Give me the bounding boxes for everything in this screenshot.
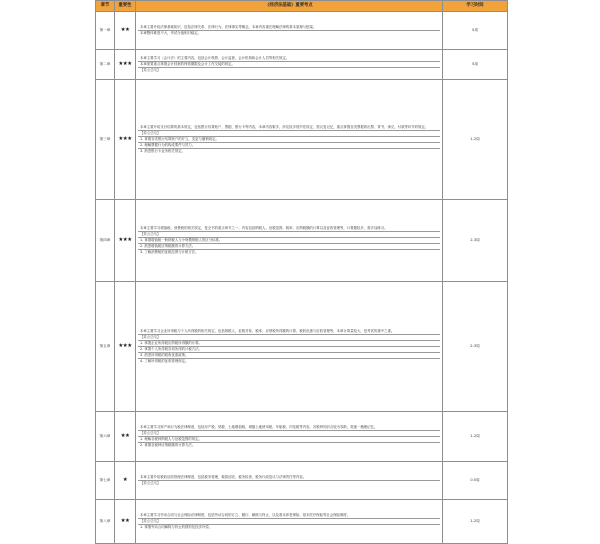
key-points-cell bbox=[136, 50, 443, 80]
key-point-line: 本章主要学习劳动合同与社会保险法律制度，包括劳动合同的订立、履行、解除与终止，以及基本养老保险、基本医疗保险等社会保险制度。 bbox=[138, 513, 440, 519]
table-row bbox=[96, 200, 508, 282]
key-point-line: 【要点总结】 bbox=[138, 431, 440, 437]
key-point-line: 【要点总结】 bbox=[140, 68, 161, 73]
table-row bbox=[96, 462, 508, 500]
key-point-line: 【要点总结】 bbox=[138, 335, 440, 341]
chapter-cell: 第三章 bbox=[96, 80, 115, 200]
importance-stars: ★★ bbox=[115, 412, 136, 462]
chapter-cell: 第六章 bbox=[96, 412, 115, 462]
key-point-line: 1. 理解各税种纳税人与征税范围的规定。 bbox=[138, 437, 440, 443]
key-point-line: 【要点总结】 bbox=[138, 232, 440, 238]
table-row bbox=[96, 500, 508, 544]
study-time-cell: 2-3周 bbox=[443, 282, 508, 412]
key-point-line: 本章需要重点掌握会计档案的保管期限及会计工作交接的规定。 bbox=[138, 62, 440, 68]
importance-stars: ★★ bbox=[115, 12, 136, 50]
key-points-cell bbox=[136, 462, 443, 500]
table-row bbox=[96, 80, 508, 200]
key-point-line: 3. 熟悉所得税的税收优惠政策。 bbox=[138, 353, 440, 359]
key-points-cell bbox=[136, 500, 443, 544]
key-points-cell bbox=[136, 80, 443, 200]
study-time-cell: 1-2周 bbox=[443, 412, 508, 462]
table-row bbox=[96, 12, 508, 50]
study-time-cell: 1-2周 bbox=[443, 80, 508, 200]
chapter-cell: 第四章 bbox=[96, 200, 115, 282]
table-row bbox=[96, 412, 508, 462]
key-point-line: 本章主要学习增值税、消费税的相关规定，是全书的重点章节之一，内容包括纳税人、征税范围、税率、应纳税额的计算以及征收管理等，计算题较多，需多加练习。 bbox=[138, 226, 440, 232]
header-key-points: 《经济法基础》重要考点 bbox=[136, 1, 443, 12]
key-point-line: 本章主要学习《会计法》的主要内容，包括会计核算、会计监督、会计机构和会计人员等相关规定。 bbox=[138, 56, 440, 62]
key-point-line: 3. 了解消费税的征税范围与计税方法。 bbox=[140, 250, 199, 255]
key-point-line: 本章主要介绍税收征收管理法律制度，包括税务管理、税款征收、税务检查、税务行政复议与法律责任等内容。 bbox=[138, 475, 440, 481]
key-point-line: 本章主要介绍支付结算的基本规定，包括银行结算账户、票据、银行卡等内容，本章内容繁多，涉及较多细节性规定，需反复记忆，重点掌握各类票据的出票、背书、承兑、付款等环节的规定。 bbox=[138, 125, 440, 131]
study-time-cell: 0.5周 bbox=[443, 462, 508, 500]
chapter-cell: 第七章 bbox=[96, 462, 115, 500]
importance-stars: ★★★ bbox=[115, 80, 136, 200]
importance-stars: ★★ bbox=[115, 500, 136, 544]
key-point-line: 本章主要学习企业所得税与个人所得税的相关规定，包括纳税人、征税对象、税率、应纳税所得额的计算、税收优惠与征收管理等，本章计算量较大，是考试的重中之重。 bbox=[138, 329, 440, 335]
key-point-line: 2. 掌握个人所得税各项所得的计税方法。 bbox=[138, 347, 440, 353]
key-point-line: 3. 熟悉银行卡业务相关规定。 bbox=[140, 149, 185, 154]
key-point-line: 2. 理解票据行为的构成要件与效力。 bbox=[138, 143, 440, 149]
key-point-line: 1. 掌握劳动合同解除与终止的情形及经济补偿。 bbox=[140, 525, 213, 530]
importance-stars: ★ bbox=[115, 462, 136, 500]
chapter-cell: 第五章 bbox=[96, 282, 115, 412]
key-points-cell bbox=[136, 412, 443, 462]
key-point-line: 本章主要介绍法律基础知识，包括法律关系、法律行为、法律事实等概念，本章内容重在理解法律的基本原理与框架。 bbox=[138, 25, 440, 31]
header-chapter: 章节 bbox=[96, 1, 115, 12]
header-importance: 重要性 bbox=[115, 1, 136, 12]
key-point-line: 2. 熟悉增值税应纳税额的计算方法。 bbox=[138, 244, 440, 250]
table-header-row bbox=[96, 1, 508, 12]
importance-stars: ★★★ bbox=[115, 282, 136, 412]
importance-stars: ★★★ bbox=[115, 200, 136, 282]
chapter-cell: 第一章 bbox=[96, 12, 115, 50]
key-point-line: 【要点总结】 bbox=[140, 481, 161, 486]
key-point-line: 1. 掌握企业所得税应纳税所得额的计算。 bbox=[138, 341, 440, 347]
table-row bbox=[96, 50, 508, 80]
key-points-cell bbox=[136, 282, 443, 412]
chapter-cell: 第二章 bbox=[96, 50, 115, 80]
table-row bbox=[96, 282, 508, 412]
key-point-line: 1. 掌握各类银行结算账户的开立、变更与撤销规定。 bbox=[138, 137, 440, 143]
study-time-cell: 5周 bbox=[443, 50, 508, 80]
chapter-cell: 第八章 bbox=[96, 500, 115, 544]
study-time-cell: 2-3周 bbox=[443, 200, 508, 282]
study-time-cell: 1-2周 bbox=[443, 500, 508, 544]
study-plan-table bbox=[95, 0, 508, 544]
key-point-line: 本章整体难度不大，考试分值相对稳定。 bbox=[140, 31, 202, 36]
key-point-line: 2. 掌握各税种应纳税额的计算方法。 bbox=[140, 443, 196, 448]
key-point-line: 本章主要学习财产和行为税法律制度，包括房产税、契税、土地增值税、城镇土地使用税、车船税、印花税等内容，各税种知识点较为零散，需逐一梳理记忆。 bbox=[138, 425, 440, 431]
importance-stars: ★★★ bbox=[115, 50, 136, 80]
key-point-line: 1. 掌握增值税一般纳税人与小规模纳税人的区分标准。 bbox=[138, 238, 440, 244]
key-points-cell bbox=[136, 200, 443, 282]
key-points-cell bbox=[136, 12, 443, 50]
key-point-line: 【要点总结】 bbox=[138, 519, 440, 525]
key-point-line: 【要点总结】 bbox=[138, 131, 440, 137]
table-body bbox=[96, 12, 508, 544]
study-time-cell: 5周 bbox=[443, 12, 508, 50]
header-study-time: 学习时间 bbox=[443, 1, 508, 12]
key-point-line: 4. 了解所得税的征收管理规定。 bbox=[140, 359, 189, 364]
